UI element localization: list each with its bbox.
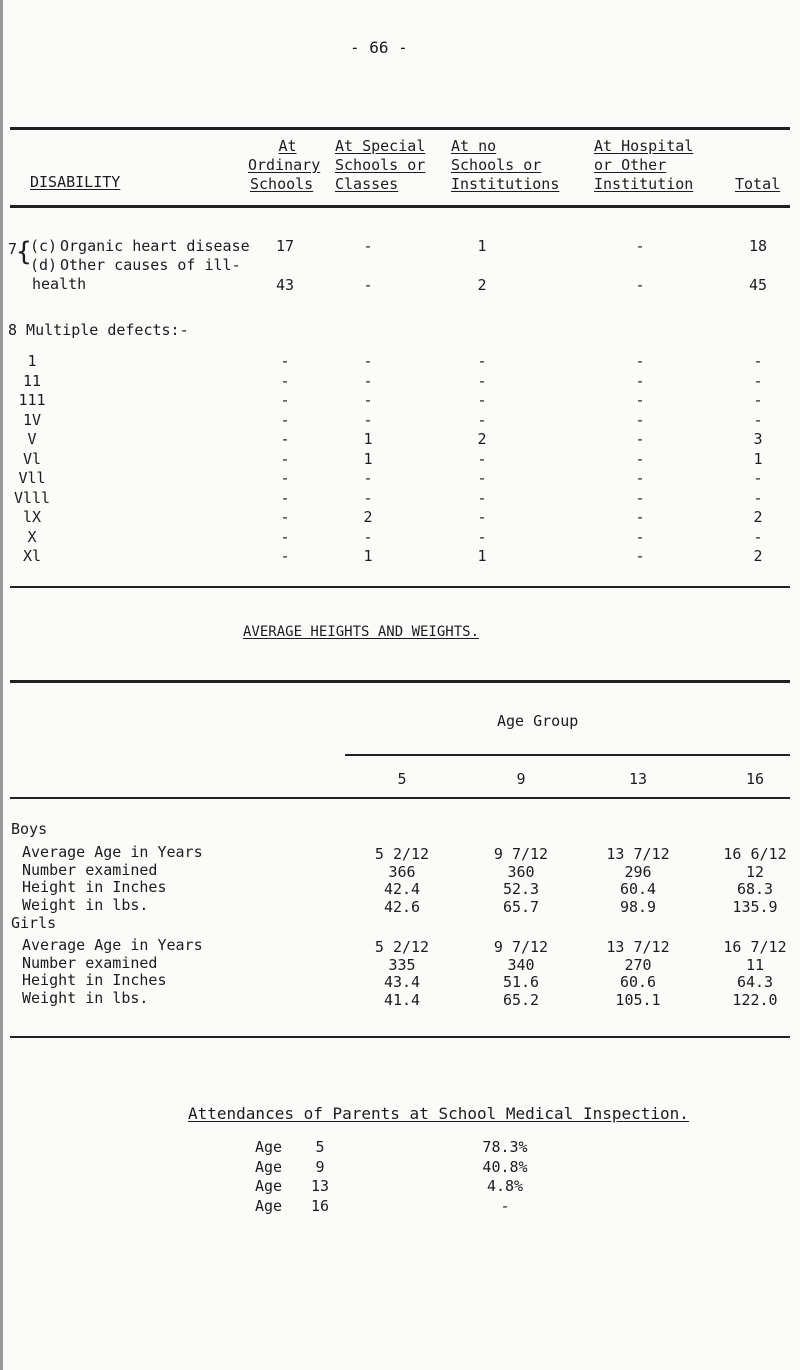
age-header: 16: [745, 770, 765, 788]
heights-title: AVERAGE HEIGHTS AND WEIGHTS.: [243, 624, 480, 640]
row7c-cell: 17: [275, 237, 295, 255]
multiple-row-cell: 1: [363, 430, 373, 448]
row-value: 64.3: [736, 973, 774, 991]
header-hospital-2: or Other: [594, 156, 667, 174]
header-noschool-2: Schools or: [451, 156, 542, 174]
row7c-cell: 18: [748, 237, 768, 255]
header-special-2: Schools or: [335, 156, 426, 174]
attendance-age: 13: [310, 1177, 330, 1195]
multiple-row-cell: -: [280, 430, 290, 448]
row-value: 122.0: [732, 990, 778, 1009]
age-header: 9: [516, 770, 526, 788]
row7c-label: Organic heart disease: [60, 237, 250, 255]
row-value: 42.6: [383, 897, 421, 916]
age-header: 13: [628, 770, 648, 788]
age-group-rule: [345, 754, 790, 756]
row7c-cell: -: [363, 237, 373, 255]
multiple-row-cell: -: [363, 527, 373, 546]
multiple-row-cell: -: [363, 469, 373, 487]
multiple-row-cell: 1: [363, 449, 373, 468]
row-label: Weight in lbs.: [22, 988, 149, 1007]
row-value: 13 7/12: [606, 845, 670, 863]
multiple-row-label: 1V: [22, 410, 42, 429]
multiple-row-cell: -: [280, 508, 290, 526]
multiple-row-cell: -: [753, 352, 763, 370]
multiple-row-cell: 2: [363, 508, 373, 526]
multiple-row-cell: -: [477, 469, 487, 487]
row-value: 43.4: [383, 973, 421, 991]
multiple-row-cell: -: [477, 371, 487, 390]
multiple-row-cell: -: [280, 371, 290, 390]
row-value: 335: [388, 955, 416, 974]
multiple-row-cell: 1: [753, 449, 763, 468]
multiple-row-cell: -: [635, 352, 645, 370]
attendance-age-label: Age: [255, 1196, 283, 1215]
attendance-value: 4.8%: [486, 1177, 524, 1195]
attendance-age: 16: [310, 1196, 330, 1215]
multiple-row-cell: -: [635, 391, 645, 409]
multiple-row-cell: -: [280, 547, 290, 565]
row-value: 5 2/12: [374, 845, 430, 863]
page-number: - 66 -: [350, 38, 408, 57]
header-total: Total: [735, 175, 781, 193]
multiple-row-cell: -: [477, 508, 487, 526]
row-value: 51.6: [502, 973, 540, 991]
row7c-cell: 1: [477, 237, 487, 255]
multiple-row-cell: 1: [477, 547, 487, 565]
multiple-row-cell: -: [635, 527, 645, 546]
multiple-row-label: Vlll: [13, 488, 51, 507]
multiple-row-cell: -: [280, 488, 290, 507]
multiple-row-cell: -: [753, 488, 763, 507]
attendance-age-label: Age: [255, 1177, 283, 1195]
multiple-row-label: X: [27, 527, 37, 546]
multiple-row-label: lX: [22, 508, 42, 526]
brace: {: [16, 237, 32, 267]
multiple-row-cell: -: [753, 410, 763, 429]
row7c-code: (c): [30, 237, 58, 255]
girls-label: Girls: [11, 914, 57, 932]
multiple-row-cell: -: [477, 391, 487, 409]
multiple-row-cell: -: [280, 391, 290, 409]
row-value: 98.9: [619, 897, 657, 916]
multiple-row-cell: -: [363, 391, 373, 409]
header-special-3: Classes: [335, 175, 399, 193]
multiple-row-cell: 2: [753, 547, 763, 565]
multiple-row-cell: -: [753, 527, 763, 546]
header-disability: DISABILITY: [30, 173, 121, 191]
row-number-7: 7: [8, 240, 18, 258]
multiple-row-cell: -: [363, 371, 373, 390]
multiple-row-label: 1: [27, 352, 37, 370]
multiple-row-cell: -: [635, 547, 645, 565]
multiple-row-cell: -: [753, 469, 763, 487]
header-special-1: At Special: [335, 137, 426, 155]
row-value: 65.2: [502, 990, 540, 1009]
multiple-row-cell: -: [635, 508, 645, 526]
multiple-row-cell: -: [280, 352, 290, 370]
row7d-cell: -: [363, 276, 373, 294]
row-label: Height in Inches: [22, 878, 167, 896]
multiple-row-cell: -: [753, 371, 763, 390]
multiple-row-cell: -: [477, 449, 487, 468]
attendance-value: 40.8%: [482, 1157, 528, 1176]
row-value: 9 7/12: [493, 938, 549, 956]
row7d-label: Other causes of ill-: [60, 256, 241, 274]
row-label: Height in Inches: [22, 971, 167, 989]
page-edge: [0, 0, 3, 1370]
row-label: Number examined: [22, 953, 158, 972]
attendance-value: 78.3%: [482, 1138, 528, 1156]
multiple-row-label: 11: [22, 371, 42, 390]
multiple-row-cell: -: [477, 488, 487, 507]
header-ordinary-3: Schools: [250, 175, 314, 193]
multiple-row-cell: 3: [753, 430, 763, 448]
row-value: 16 7/12: [723, 938, 787, 956]
multiple-row-cell: -: [363, 488, 373, 507]
attendance-age: 5: [315, 1138, 325, 1156]
row-value: 60.6: [619, 973, 657, 991]
row-value: 296: [624, 862, 652, 881]
row-value: 60.4: [619, 880, 657, 898]
row-value: 13 7/12: [606, 938, 670, 956]
age-group-label: Age Group: [497, 712, 579, 730]
row-value: 270: [624, 955, 652, 974]
attendance-age-label: Age: [255, 1138, 283, 1156]
row7c-cell: -: [635, 237, 645, 255]
multiple-row-cell: -: [280, 449, 290, 468]
table-top-rule: [10, 127, 790, 130]
multiple-row-cell: -: [280, 527, 290, 546]
row-value: 68.3: [736, 880, 774, 898]
row-value: 65.7: [502, 897, 540, 916]
multiple-row-cell: -: [635, 410, 645, 429]
row-value: 12: [745, 862, 765, 881]
heights-top-rule: [10, 680, 790, 683]
header-hospital-3: Institution: [594, 175, 694, 193]
attendance-value: -: [500, 1196, 510, 1215]
multiple-row-label: Xl: [22, 547, 42, 565]
multiple-row-label: Vl: [22, 449, 42, 468]
row-value: 340: [507, 955, 535, 974]
row7d-label-2: health: [32, 275, 87, 293]
multiple-row-cell: 2: [753, 508, 763, 526]
multiple-row-label: Vll: [18, 469, 46, 487]
age-header-rule: [10, 797, 790, 799]
header-hospital-1: At Hospital: [594, 137, 694, 155]
multiple-row-cell: -: [635, 371, 645, 390]
row-label: Number examined: [22, 860, 158, 879]
multiple-row-cell: -: [280, 410, 290, 429]
row-value: 9 7/12: [493, 845, 549, 863]
multiple-row-cell: -: [477, 352, 487, 370]
multiple-row-cell: -: [477, 410, 487, 429]
row7d-cell: 2: [477, 276, 487, 294]
heights-bottom-rule: [10, 1036, 790, 1038]
multiple-row-cell: -: [635, 430, 645, 448]
row-value: 41.4: [383, 990, 421, 1009]
row7d-cell: 43: [275, 276, 295, 294]
header-ordinary-2: Ordinary: [248, 156, 321, 174]
row-value: 52.3: [502, 880, 540, 898]
header-noschool-3: Institutions: [451, 175, 560, 193]
row-value: 5 2/12: [374, 938, 430, 956]
multiple-row-cell: -: [753, 391, 763, 409]
multiple-row-cell: 2: [477, 430, 487, 448]
row7d-cell: 45: [748, 276, 768, 294]
header-noschool-1: At no: [451, 137, 497, 155]
multiple-row-cell: -: [280, 469, 290, 487]
row-label: Average Age in Years: [22, 936, 203, 954]
multiple-row-label: 111: [18, 391, 46, 409]
age-header: 5: [397, 770, 407, 788]
multiple-row-cell: -: [635, 469, 645, 487]
row-label: Average Age in Years: [22, 843, 203, 861]
row7d-cell: -: [635, 276, 645, 294]
row7d-code: (d): [30, 256, 58, 274]
multiple-row-cell: -: [477, 527, 487, 546]
multiple-row-cell: -: [635, 488, 645, 507]
multiple-row-cell: -: [363, 352, 373, 370]
row-value: 105.1: [615, 990, 661, 1009]
row-value: 42.4: [383, 880, 421, 898]
boys-label: Boys: [11, 820, 48, 838]
row-value: 11: [745, 955, 765, 974]
row8-label: 8 Multiple defects:-: [8, 321, 189, 339]
attendance-age: 9: [315, 1157, 325, 1176]
header-ordinary-1: At: [278, 137, 297, 155]
attendance-age-label: Age: [255, 1157, 283, 1176]
row-value: 135.9: [732, 897, 778, 916]
multiple-row-label: V: [27, 430, 37, 448]
multiple-row-cell: -: [635, 449, 645, 468]
row-value: 366: [388, 862, 416, 881]
row-label: Weight in lbs.: [22, 895, 149, 914]
attendance-title: Attendances of Parents at School Medical Inspection.: [188, 1104, 689, 1123]
table-bottom-rule: [10, 586, 790, 588]
row-value: 16 6/12: [723, 845, 787, 863]
multiple-row-cell: -: [363, 410, 373, 429]
row-value: 360: [507, 862, 535, 881]
multiple-row-cell: 1: [363, 547, 373, 565]
header-rule: [10, 205, 790, 208]
